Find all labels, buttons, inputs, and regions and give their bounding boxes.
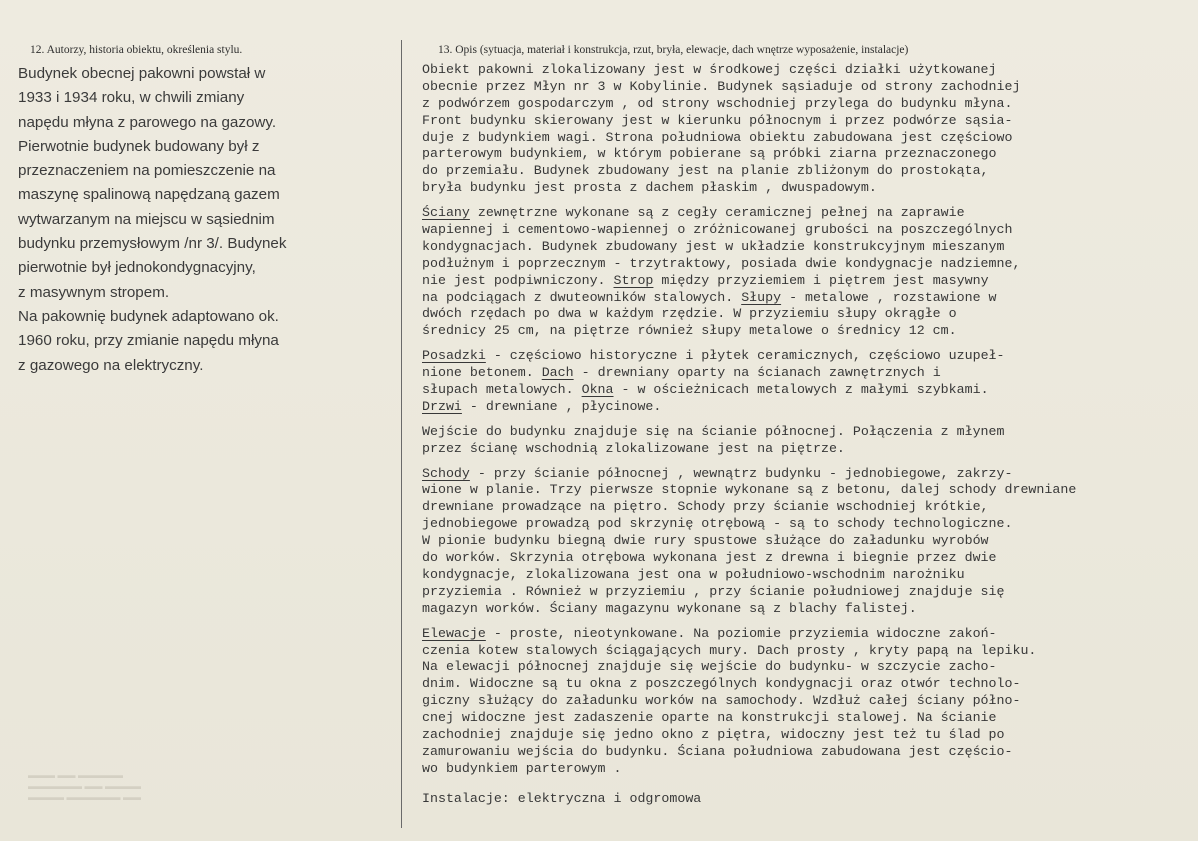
description-line: czenia kotew stalowych ściągających mury. Dach prosty , kryty papą na lepiku. bbox=[422, 642, 1037, 658]
description-line: z podwórzem gospodarczym , od strony wschodniej przylega do budynku młyna. bbox=[422, 95, 1013, 111]
paragraph-gap bbox=[422, 416, 1192, 424]
history-line: wytwarzanym na miejscu w sąsiednim bbox=[18, 210, 275, 228]
description-line: zachodniej znajduje się jedno okno z piętra, widoczny jest też tu ślad po bbox=[422, 726, 1005, 742]
keyword-underline: Ściany bbox=[422, 205, 470, 221]
column-divider bbox=[401, 40, 402, 828]
keyword-underline: Elewacje bbox=[422, 625, 486, 641]
description-line: do worków. Skrzynia otrębowa wykonana jest z drewna i biegnie przez dwie bbox=[422, 550, 997, 566]
paragraph-gap bbox=[422, 778, 1192, 791]
history-line: Pierwotnie budynek budowany był z bbox=[18, 137, 260, 155]
installations-line: Instalacje: elektryczna i odgromowa bbox=[422, 790, 702, 806]
paragraph-gap bbox=[422, 618, 1192, 626]
section-12-heading: 12. Autorzy, historia obiektu, określenia stylu. bbox=[30, 44, 243, 56]
history-line: Na pakownię budynek adaptowano ok. bbox=[18, 307, 279, 325]
description-line: wione w planie. Trzy pierwsze stopnie wykonane są z betonu, dalej schody drewniane bbox=[422, 482, 1077, 498]
description-line: drewniane prowadzące na piętro. Schody przy ścianie wschodniej krótkie, bbox=[422, 499, 989, 515]
description-line: dwóch rzędach po dwa w każdym rzędzie. W przyziemiu słupy okrągłe o bbox=[422, 306, 957, 322]
paragraph-gap bbox=[422, 197, 1192, 205]
description-line: kondygnacjach. Budynek zbudowany jest w układzie konstrukcyjnym mieszanym bbox=[422, 238, 1005, 254]
description-line: Ściany zewnętrzne wykonane są z cegły ceramicznej pełnej na zaprawie bbox=[422, 205, 965, 221]
description-line: wo budynkiem parterowym . bbox=[422, 760, 622, 776]
description-line: Schody - przy ścianie północnej , wewnątrz budynku - jednobiegowe, zakrzy- bbox=[422, 465, 1013, 481]
description-line: przez ścianę wschodnią zlokalizowane jest na piętrze. bbox=[422, 440, 845, 456]
description-line: zamurowaniu wejścia do budynku. Ściana południowa zabudowana jest częścio- bbox=[422, 743, 1013, 759]
description-line: podłużnym i poprzecznym - trzytraktowy, posiada dwie kondygnacje nadziemne, bbox=[422, 255, 1021, 271]
description-line: średnicy 25 cm, na piętrze również słupy metalowe o średnicy 12 cm. bbox=[422, 323, 957, 339]
description-line: Wejście do budynku znajduje się na ścianie północnej. Połączenia z młynem bbox=[422, 423, 1005, 439]
description-line: słupach metalowych. Okna - w ościeżnicach metalowych z małymi szybkami. bbox=[422, 382, 989, 398]
history-line: z masywnym stropem. bbox=[18, 283, 170, 301]
bleed-through-marks: ▬▬▬ ▬▬ ▬▬▬▬▬ ▬▬▬▬▬▬ ▬▬ ▬▬▬▬ ▬▬▬▬ ▬▬▬▬▬▬ ▬▬ bbox=[28, 770, 142, 802]
history-line: Budynek obecnej pakowni powstał w bbox=[18, 65, 266, 82]
description-line: przyziemia . Również w przyziemiu , przy ścianie południowej znajduje się bbox=[422, 583, 1005, 599]
section-13-heading: 13. Opis (sytuacja, materiał i konstrukcja, rzut, bryła, elewacje, dach wnętrze wyposażenie, instalacje) bbox=[438, 44, 909, 56]
keyword-underline: Okna bbox=[581, 382, 614, 398]
description-line: jednobiegowe prowadzą pod skrzynię otrębową - są to schody technologiczne. bbox=[422, 516, 1013, 532]
description-line: Obiekt pakowni zlokalizowany jest w środkowej części działki użytkowanej bbox=[422, 62, 997, 77]
paragraph-gap bbox=[422, 458, 1192, 466]
description-line: na podciągach z dwuteowników stalowych. Słupy - metalowe , rozstawione w bbox=[422, 289, 997, 305]
description-line: duje z budynkiem wagi. Strona południowa obiektu zabudowana jest częściowo bbox=[422, 129, 1013, 145]
description-line: giczny służący do załadunku worków na samochody. Wzdłuż całej ściany półno- bbox=[422, 693, 1021, 709]
description-line: parterowym budynkiem, w którym pobierane są próbki ziarna przeznaczonego bbox=[422, 146, 997, 162]
description-line: Elewacje - proste, nieotynkowane. Na poziomie przyziemia widoczne zakoń- bbox=[422, 625, 997, 641]
keyword-underline: Słupy bbox=[741, 289, 782, 305]
description-line: Na elewacji północnej znajduje się wejście do budynku- w szczycie zacho- bbox=[422, 659, 997, 675]
keyword-underline: Strop bbox=[613, 272, 654, 288]
description-line: W pionie budynku biegną dwie rury spustowe służące do załadunku wyrobów bbox=[422, 533, 989, 549]
description-line: do przemiału. Budynek zbudowany jest na planie zbliżonym do prostokąta, bbox=[422, 163, 989, 179]
description-line: Drzwi - drewniane , płycinowe. bbox=[422, 398, 662, 414]
history-line: 1933 i 1934 roku, w chwili zmiany bbox=[18, 89, 245, 107]
keyword-underline: Drzwi bbox=[422, 398, 462, 414]
keyword-underline: Posadzki bbox=[422, 348, 486, 364]
history-line: maszynę spalinową napędzaną gazem bbox=[18, 186, 280, 204]
description-line: dnim. Widoczne są tu okna z poszczególnych kondygnacji oraz otwór technolo- bbox=[422, 676, 1021, 692]
description-line: nione betonem. Dach - drewniany oparty na ścianach zawnętrznych i bbox=[422, 365, 941, 381]
history-line: 1960 roku, przy zmianie napędu młyna bbox=[18, 332, 279, 350]
history-line: budynku przemysłowym /nr 3/. Budynek bbox=[18, 235, 287, 253]
history-line: z gazowego na elektryczny. bbox=[18, 356, 204, 374]
description-line: cnej widoczne jest zadaszenie oparte na konstrukcji stalowej. Na ścianie bbox=[422, 710, 997, 726]
history-text bbox=[18, 62, 396, 378]
history-line: pierwotnie był jednokondygnacyjny, bbox=[18, 259, 256, 277]
paragraph-gap bbox=[422, 340, 1192, 348]
description-text bbox=[422, 62, 1192, 808]
history-line: przeznaczeniem na pomieszczenie na bbox=[18, 162, 276, 180]
description-line: bryła budynku jest prosta z dachem płaskim , dwuspadowym. bbox=[422, 180, 877, 196]
description-line: nie jest podpiwniczony. Strop między przyziemiem i piętrem jest masywny bbox=[422, 272, 989, 288]
keyword-underline: Schody bbox=[422, 465, 470, 481]
description-line: Posadzki - częściowo historyczne i płytek ceramicznych, częściowo uzupeł- bbox=[422, 348, 1005, 364]
history-line: napędu młyna z parowego na gazowy. bbox=[18, 113, 277, 131]
description-line: Front budynku skierowany jest w kierunku północnym i przez podwórze sąsia- bbox=[422, 112, 1013, 128]
description-line: magazyn worków. Ściany magazynu wykonane są z blachy falistej. bbox=[422, 600, 917, 616]
description-line: wapiennej i cementowo-wapiennej o zróżnicowanej grubości na poszczególnych bbox=[422, 222, 1013, 238]
description-line: kondygnacje, zlokalizowana jest ona w południowo-wschodnim narożniku bbox=[422, 566, 965, 582]
keyword-underline: Dach bbox=[541, 365, 574, 381]
description-line: obecnie przez Młyn nr 3 w Kobylinie. Budynek sąsiaduje od strony zachodniej bbox=[422, 78, 1021, 94]
